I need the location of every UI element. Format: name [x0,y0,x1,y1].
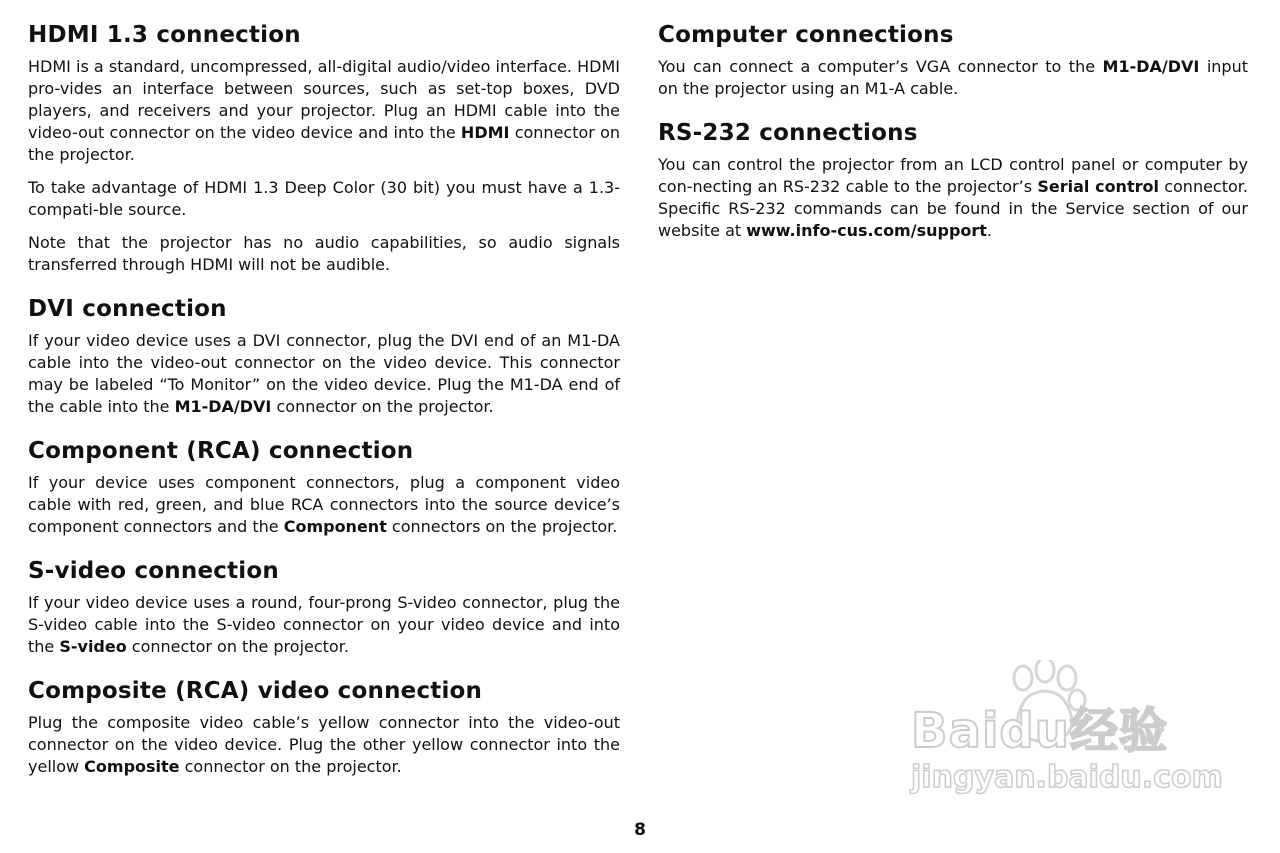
bold-term: M1-DA/DVI [174,397,272,416]
section-rs-232-connections [658,118,1248,242]
text-run: connector on the projector. [126,637,349,656]
section-heading: DVI connection [28,296,227,322]
text-run: You can connect a computer’s VGA connector to the [658,57,1103,76]
text-run: You can control the projector from an LCD control panel or computer by con-necting an RS-232 cable to the projector’s [658,155,1248,196]
text-run: connector on the projector. [271,397,494,416]
text-run: Plug the composite video cable’s yellow connector into the video-out connector on the video device. Plug the other yellow connector into the yellow [28,713,620,776]
text-run: connectors on the projector. [386,517,618,536]
text-run: HDMI is a standard, uncompressed, all-digital audio/video interface. HDMI pro-vides an interface between sources, such as set-top boxes, DVD players, and receivers and your projector. Plug an HDMI cable into the video-out connector on the video device and into the [28,57,620,142]
bold-term: S-video [59,637,127,656]
text-run: connector on the projector. [28,123,620,164]
text-run: connector. Specific RS-232 commands can be found in the Service section of our website at [658,177,1248,240]
section-heading: S-video connection [28,558,279,584]
right-column [658,20,1248,260]
watermark-line1: Baidu经验 [911,703,1168,759]
body-paragraph [28,232,620,276]
body-paragraph [28,592,620,658]
bold-term: HDMI [460,123,510,142]
left-column [28,20,620,796]
body-paragraph [28,177,620,221]
text-run: connector on the projector. [179,757,402,776]
bold-term: M1-DA/DVI [1102,57,1200,76]
body-paragraph [658,154,1248,242]
section-heading: Component (RCA) connection [28,438,414,464]
section-computer-connections [658,20,1248,100]
text-run: . [986,221,993,240]
paw-logo-icon [905,660,1205,810]
body-paragraph [28,56,620,166]
body-paragraph [28,472,620,538]
text-run: If your video device uses a round, four-prong S-video connector, plug the S-video cable into the S-video connector on your video device and into the [28,593,620,656]
section-heading: RS-232 connections [658,120,918,146]
bold-term: Serial control [1037,177,1159,196]
baidu-watermark [905,660,1223,810]
text-run: Note that the projector has no audio capabilities, so audio signals transferred through HDMI will not be audible. [28,233,620,274]
section-component-rca-connection [28,436,620,538]
section-dvi-connection [28,294,620,418]
section-heading: Computer connections [658,22,954,48]
text-run: If your video device uses a DVI connector, plug the DVI end of an M1-DA cable into the video-out connector on the video device. This connector may be labeled “To Monitor” on the video device. Plug the M1-DA end of the cable into the [28,331,620,416]
bold-term: www.info-cus.com/support [746,221,987,240]
section-hdmi-1-3-connection [28,20,620,276]
bold-term: Component [283,517,387,536]
section-s-video-connection [28,556,620,658]
page-number: 8 [634,820,646,840]
text-run: If your device uses component connectors, plug a component video cable with red, green, and blue RCA connectors into the source device’s component connectors and the [28,473,620,536]
section-heading: HDMI 1.3 connection [28,22,301,48]
watermark-line2: jingyan.baidu.com [911,760,1223,795]
section-composite-rca-video-connection [28,676,620,778]
body-paragraph [658,56,1248,100]
bold-term: Composite [84,757,180,776]
body-paragraph [28,330,620,418]
text-run: To take advantage of HDMI 1.3 Deep Color (30 bit) you must have a 1.3-compati-ble source. [28,178,620,219]
section-heading: Composite (RCA) video connection [28,678,483,704]
text-run: input on the projector using an M1-A cable. [658,57,1248,98]
body-paragraph [28,712,620,778]
